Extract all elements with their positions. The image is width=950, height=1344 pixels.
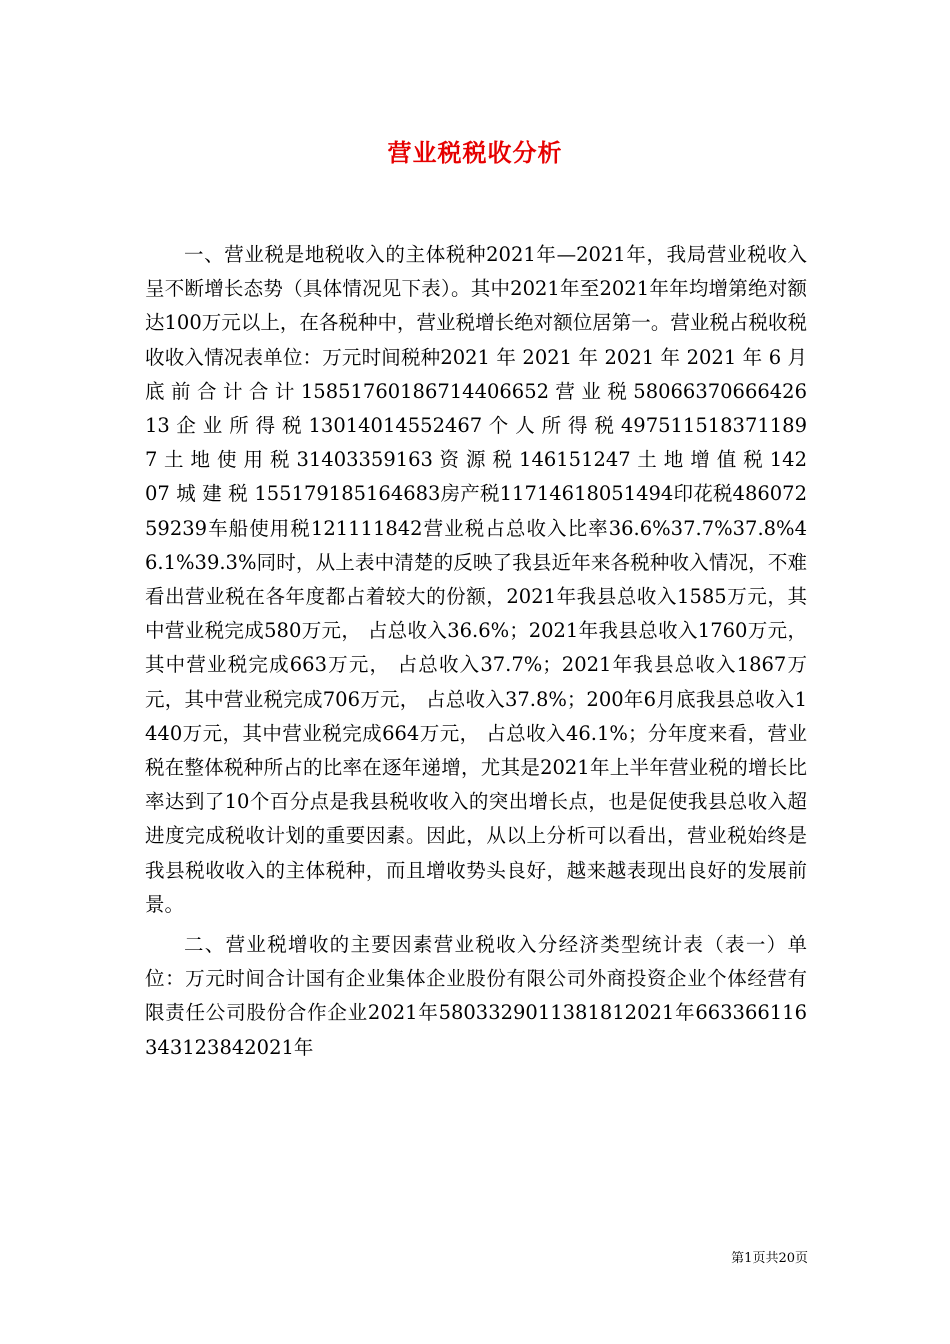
document-body xyxy=(145,238,807,1065)
paragraph-growth-factors: 二、营业税增收的主要因素营业税收入分经济类型统计表（表一）单位：万元时间合计国有企业集体企业股份有限公司外商投资企业个体经营有限责任公司股份合作企业2021年5803329011381812021年663366116343123842021年 xyxy=(145,933,807,1059)
paragraph-business-tax-main: 一、营业税是地税收入的主体税种2021年—2021年，我局营业税收入呈不断增长态势（具体情况见下表）。其中2021年至2021年年均增第绝对额达100万元以上，在各税种中，营业税增长绝对额位居第一。营业税占税收税收收入情况表单位：万元时间税种2021 年 2021 年 2021 年 2021 年 6 月 底 前 合 计 合 计 15851760186714406652 营 业 税 5806637066642613 企 业 所 得 税 13014014552467 个 人 所 得 税 4975115183711897 土 地 使 用 税 31403359163 资 源 税 146151247 土 地 增 值 税 14207 城 建 税 155179185164683房产税11714618051494印花税48607259239车船使用税121111842营业税占总收入比率36.6%37.7%37.8%46.1%39.3%同时，从上表中清楚的反映了我县近年来各税种收入情况，不难看出营业税在各年度都占着较大的份额，2021年我县总收入1585万元，其中营业税完成580万元， 占总收入36.6%；2021年我县总收入1760万元，其中营业税完成663万元， 占总收入37.7%；2021年我县总收入1867万元，其中营业税完成706万元， 占总收入37.8%；200年6月底我县总收入1440万元，其中营业税完成664万元， 占总收入46.1%；分年度来看，营业税在整体税种所占的比率在逐年递增，尤其是2021年上半年营业税的增长比率达到了10个百分点是我县税收收入的突出增长点，也是促使我县总收入超进度完成税收计划的重要因素。因此，从以上分析可以看出，营业税始终是我县税收收入的主体税种，而且增收势头良好，越来越表现出良好的发展前景。 xyxy=(145,243,807,916)
page-number: 第1页共20页 xyxy=(731,1251,808,1266)
document-title: 营业税税收分析 xyxy=(387,138,563,167)
